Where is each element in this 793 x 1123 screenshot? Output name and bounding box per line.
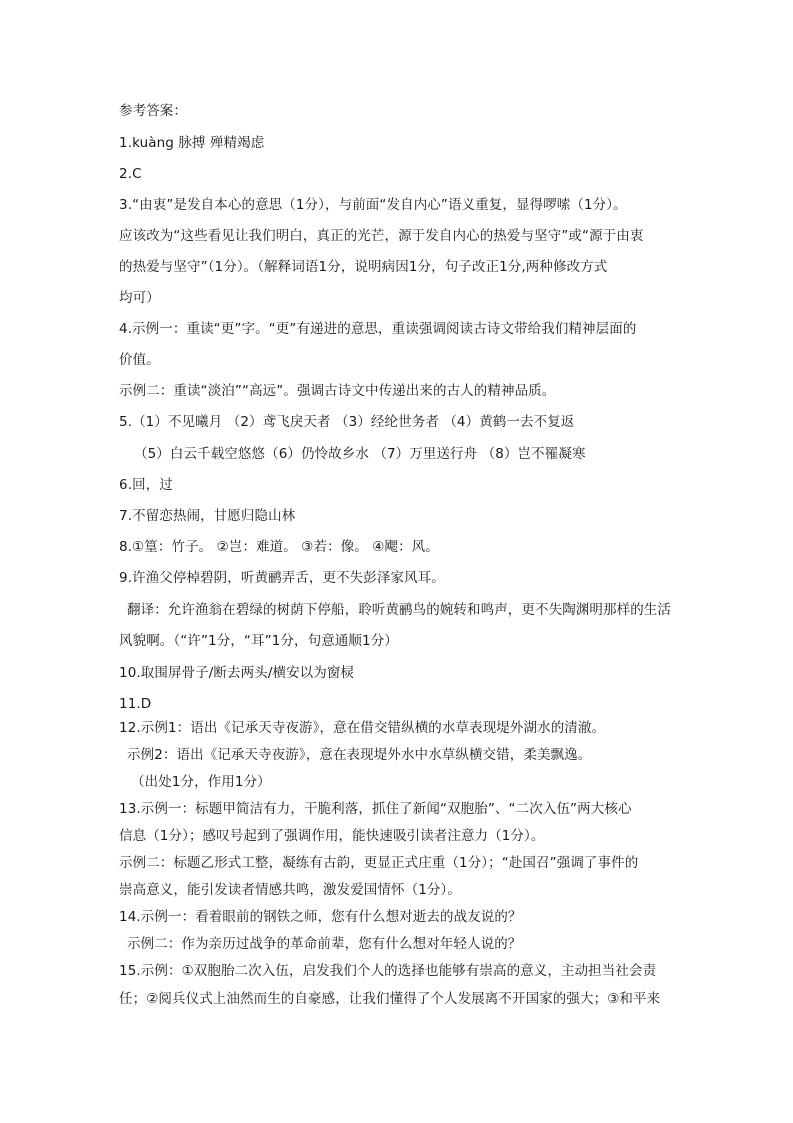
answer-line-12-score: （出处1分，作用1分） <box>131 774 271 790</box>
answer-line-5-cont: （5）白云千载空悠悠（6）仍怜故乡水 （7）万里送行舟 （8）岂不罹凝寒 <box>134 446 586 462</box>
answer-line-3-cont-c: 均可） <box>119 290 160 306</box>
answer-line-6: 6.回，过 <box>119 477 173 493</box>
answer-line-3-cont-a: 应该改为“这些看见让我们明白，真正的光芒，源于发自内心的热爱与坚守”或“源于由衷 <box>119 228 644 244</box>
answer-line-1: 1.kuàng 脉搏 殚精竭虑 <box>119 135 265 151</box>
answer-line-11: 11.D <box>119 696 152 712</box>
answer-line-13-example-2-cont: 崇高意义，能引发读者情感共鸣，激发爱国情怀（1分）。 <box>119 882 461 898</box>
answer-line-15-cont: 任；②阅兵仪式上油然而生的自豪感，让我们懂得了个人发展离不开国家的强大；③和平来 <box>119 991 661 1007</box>
answer-line-13-cont: 信息（1分）；感叹号起到了强调作用，能快速吸引读者注意力（1分）。 <box>119 828 545 844</box>
answer-line-14-example-2: 示例二：作为亲历过战争的革命前辈，您有什么想对年轻人说的？ <box>127 936 522 952</box>
answer-line-4-example-2: 示例二：重读“淡泊”“高远”。强调古诗文中传递出来的古人的精神品质。 <box>119 383 556 399</box>
answer-line-9: 9.许渔父停棹碧阴，听黄鹂弄舌，更不失彭泽家风耳。 <box>119 570 445 586</box>
answer-line-4-cont: 价值。 <box>119 352 160 368</box>
answer-line-4: 4.示例一：重读“更”字。“更”有递进的意思，重读强调阅读古诗文带给我们精神层面的 <box>119 321 637 337</box>
answer-line-3: 3.“由衷”是发自本心的意思（1分），与前面“发自内心”语义重复，显得啰嗦（1分）。 <box>119 197 627 213</box>
answer-line-5: 5.（1）不见曦月 （2）鸢飞戾天者 （3）经纶世务者 （4）黄鹤一去不复返 <box>119 414 575 430</box>
answer-line-2: 2.C <box>119 166 142 182</box>
answer-line-9-translation-cont: 风貌啊。（“许”1分，“耳”1分，句意通顺1分） <box>119 633 398 649</box>
answer-line-13: 13.示例一：标题甲简洁有力，干脆利落，抓住了新闻“双胞胎”、“二次入伍”两大核心 <box>119 801 632 817</box>
answer-line-12: 12.示例1：语出《记承天寺夜游》，意在借交错纵横的水草表现堤外湖水的清澈。 <box>119 720 606 736</box>
answer-line-13-example-2: 示例二：标题乙形式工整，凝练有古韵，更显正式庄重（1分）；“赴国召”强调了事件的 <box>119 855 639 871</box>
answer-line-15: 15.示例：①双胞胎二次入伍，启发我们个人的选择也能够有崇高的意义，主动担当社会责 <box>119 963 657 979</box>
answer-line-14: 14.示例一：看着眼前的钢铁之师，您有什么想对逝去的战友说的？ <box>119 909 522 925</box>
answer-line-10: 10.取围屏骨子/断去两头/横安以为窗棂 <box>119 665 355 681</box>
answer-line-3-cont-b: 的热爱与坚守”（1分）。（解释词语1分，说明病因1分，句子改正1分,两种修改方式 <box>119 259 608 275</box>
answer-line-12-example-2: 示例2：语出《记承天寺夜游》，意在表现堤外水中水草纵横交错，柔美飘逸。 <box>127 747 592 763</box>
answer-line-9-translation: 翻译：允许渔翁在碧绿的树荫下停船，聆听黄鹂鸟的婉转和鸣声，更不失陶渊明那样的生活 <box>127 602 671 618</box>
answer-heading: 参考答案： <box>119 103 187 119</box>
answer-line-7: 7.不留恋热闹，甘愿归隐山林 <box>119 508 296 524</box>
answer-line-8: 8.①篁：竹子。 ②岂：难道。 ③若：像。 ④飔：风。 <box>119 539 439 555</box>
